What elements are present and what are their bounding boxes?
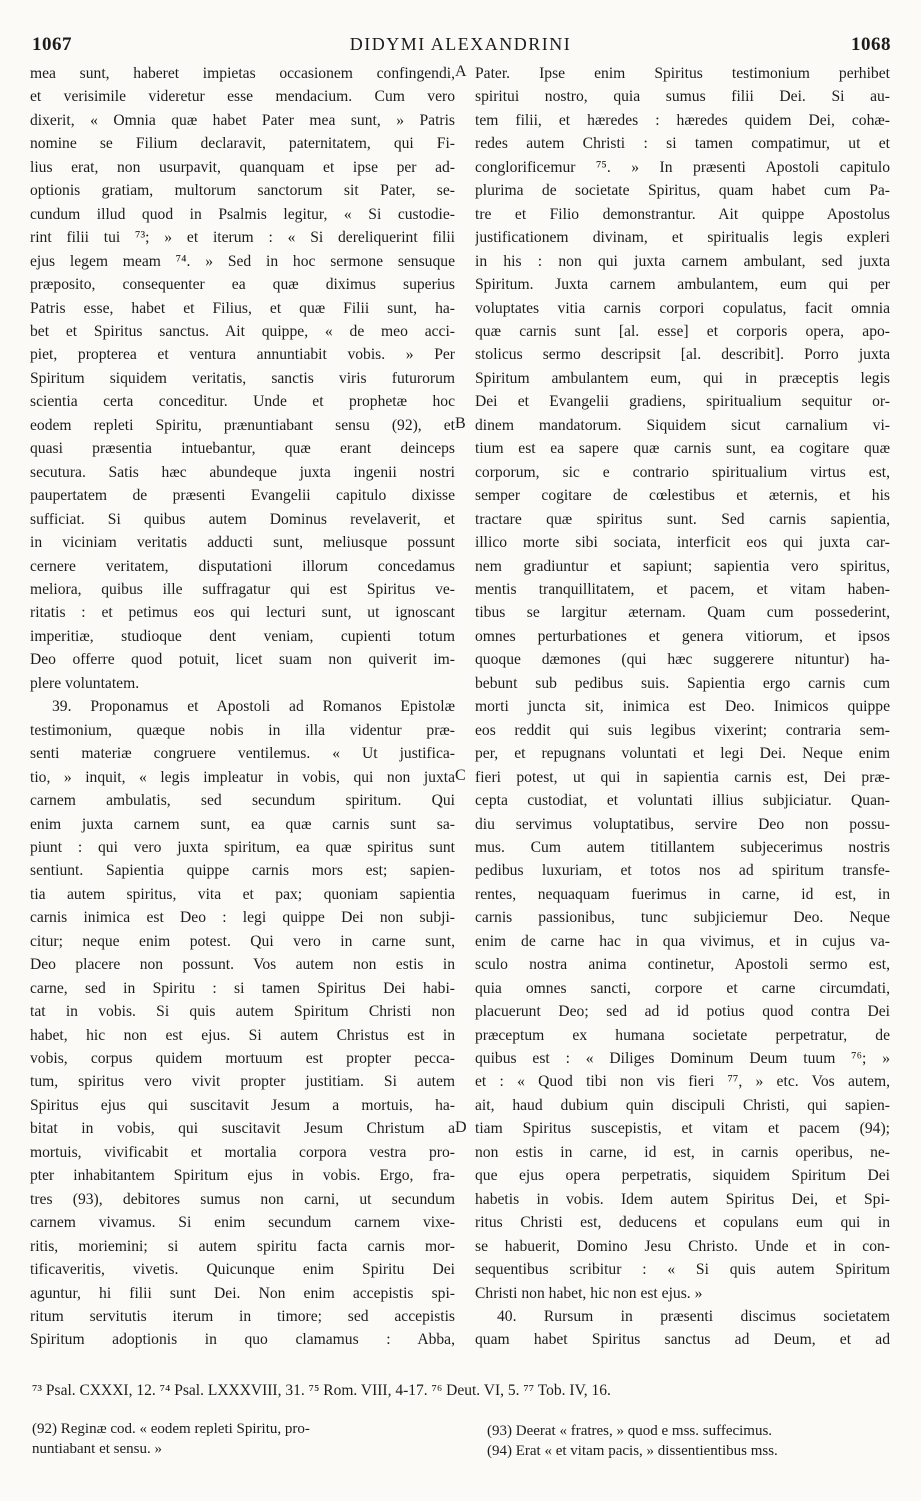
page-number-right: 1068 — [851, 34, 891, 55]
running-title: DIDYMI ALEXANDRINI — [349, 34, 572, 54]
text-line: diu servimus voluptatibus, servire Deo non possu- — [475, 815, 890, 833]
text-line: carnem ambulatis, sed secundum spiritum. Qui — [30, 792, 455, 810]
text-line: justificationem divinam, et spiritualis legis expleri — [475, 229, 890, 247]
text-line: et : « Quod tibi non vis fieri ⁷⁷, » etc. Vos autem, — [475, 1073, 890, 1091]
text-line: quasi præsentia intuebantur, quæ erant deinceps — [30, 440, 455, 458]
text-line: redes autem Christi : si tamen compatimur, ut et — [475, 135, 890, 153]
margin-marker-a: A — [455, 63, 467, 80]
text-line: quoque dæmones (qui hæc suggerere nituntur) ha- — [475, 651, 890, 669]
text-line: morti juncta sit, inimica est Deo. Inimicos quippe — [475, 698, 890, 716]
text-line: plurima de societate Spiritus, quam habet cum Pa- — [475, 182, 890, 200]
text-line: 39. Proponamus et Apostoli ad Romanos Epistolæ — [52, 698, 455, 716]
scripture-references: ⁷³ Psal. CXXXI, 12. ⁷⁴ Psal. LXXXVIII, 31. ⁷⁵ Rom. VIII, 4-17. ⁷⁶ Deut. VI, 5. ⁷⁷ Tob. IV, 16. — [32, 1382, 611, 1399]
text-line: tractare quæ spiritus sunt. Sed carnis sapientia, — [475, 510, 890, 528]
text-line: citur; neque enim potest. Qui vero in carne sunt, — [30, 932, 455, 950]
text-line: aguntur, hi filii sunt Dei. Non enim accepistis spi- — [30, 1284, 455, 1302]
text-line: cepta custodiat, et voluntati illius subjiciatur. Quan- — [475, 792, 890, 810]
text-line: lius erat, non usurpavit, quanquam et ipse per ad- — [30, 158, 455, 176]
text-line: illico morte sibi sociata, interficit eos qui juxta car- — [475, 534, 890, 552]
text-line: eodem repleti Spiritu, prænuntiabant sensu (92), et — [30, 416, 455, 434]
text-line: ritis, moriemini; si autem spiritu facta carnis mor- — [30, 1237, 455, 1255]
text-line: enim juxta carnem sunt, ea quæ carnis sunt sa- — [30, 815, 455, 833]
margin-marker-d: D — [455, 1119, 467, 1136]
text-line: tum, spiritus vero vivit propter justitiam. Si autem — [30, 1073, 455, 1091]
text-line: Spiritum adoptionis in quo clamamus : Abba, — [30, 1331, 455, 1349]
text-line: tat in vobis. Si quis autem Spiritum Christi non — [30, 1003, 455, 1021]
text-line: bitat in vobis, qui suscitavit Jesum Christum a — [30, 1120, 455, 1138]
text-line: tio, » inquit, « legis impleatur in vobis, qui non juxta — [30, 768, 455, 786]
text-line: plere voluntatem. — [30, 674, 140, 692]
text-line: cernere veritatem, disputationi illorum concedamus — [30, 557, 455, 575]
text-line: 40. Rursum in præsenti discimus societatem — [497, 1308, 890, 1326]
text-line: imperitiæ, studioque dent veniam, cupienti totum — [30, 627, 455, 645]
text-line: vobis, corpus quidem mortuum est propter pecca- — [30, 1050, 455, 1068]
text-line: Spiritum ambulantem eum, qui in præceptis legis — [475, 369, 890, 387]
text-line: placuerunt Deo; sed ad id potius quod contra Dei — [475, 1003, 890, 1021]
text-line: bet et Spiritus sanctus. Ait quippe, « de meo acci- — [30, 322, 455, 340]
text-line: nomine se Filium declaravit, paternitatem, qui Fi- — [30, 135, 455, 153]
text-line: ait, haud dubium quin discipuli Christi, qui sapien- — [475, 1096, 890, 1114]
footnote-line: nuntiabant et sensu. » — [32, 1441, 162, 1457]
text-line: mus. Cum autem titillantem subjecerimus nostris — [475, 838, 890, 856]
text-line: nem gradiuntur et sapiunt; sapientia vero spiritus, — [475, 557, 890, 575]
text-line: quam habet Spiritus sanctus ad Deum, et ad — [475, 1331, 890, 1349]
text-line: carne, sed in Spiritu : si tamen Spiritus Dei habi- — [30, 979, 455, 997]
text-line: carnis inimica est Deo : legi quippe Dei non subji- — [30, 909, 455, 927]
text-line: habetis in vobis. Idem autem Spiritus Dei, et Spi- — [475, 1190, 890, 1208]
margin-marker-c: C — [455, 767, 466, 784]
text-line: tres (93), debitores sumus non carni, ut secundum — [30, 1190, 455, 1208]
text-line: conglorificemur ⁷⁵. » In præsenti Apostoli capitulo — [475, 158, 890, 176]
text-line: ritus Christi est, deducens et copulans eum qui in — [475, 1214, 890, 1232]
text-line: præceptum ex humana societate perpetratur, de — [475, 1026, 890, 1044]
text-line: bebunt sub pedibus suis. Sapientia ergo carnis cum — [475, 674, 890, 692]
footnote-line: (92) Reginæ cod. « eodem repleti Spiritu, pro- — [32, 1421, 310, 1437]
text-line: semper cogitare de cœlestibus et æternis, et his — [475, 487, 890, 505]
text-line: corporum, sic e contrario spiritualium virtus est, — [475, 463, 890, 481]
text-line: eos reddit qui suis legibus vixerint; contraria sem- — [475, 721, 890, 739]
page-number-left: 1067 — [32, 34, 72, 55]
text-line: piunt : qui vero juxta spiritum, ea quæ spiritus sunt — [30, 838, 455, 856]
text-line: non estis in carne, id est, in carnis operibus, ne- — [475, 1143, 890, 1161]
text-line: tre et Filio demonstrantur. Ait quippe Apostolus — [475, 205, 890, 223]
text-line: Spiritum siquidem veritatis, sanctis viris futurorum — [30, 369, 455, 387]
text-line: que ejus opera perpetratis, siquidem Spiritum Dei — [475, 1167, 890, 1185]
text-line: quibus est : « Diliges Dominum Deum tuum ⁷⁶; » — [475, 1050, 890, 1068]
text-line: per, et repugnans voluntati et legi Dei. Neque enim — [475, 745, 890, 763]
text-line: spiritui nostro, quia sumus filii Dei. Si au- — [475, 88, 890, 106]
text-line: mea sunt, haberet impietas occasionem confingendi, — [30, 65, 455, 82]
right-column — [475, 62, 890, 1352]
text-line: Spiritus ejus qui suscitavit Jesum a mortuis, ha- — [30, 1096, 455, 1114]
text-line: Patris esse, habet et Filius, et quæ Filii sunt, ha- — [30, 299, 455, 317]
text-line: Dei et Evangelii gradiens, spiritualium sequitur or- — [475, 393, 890, 411]
text-line: scientia certa conceditur. Unde et prophetæ hoc — [30, 393, 455, 411]
text-line: meliora, quibus ille suffragatur qui est Spiritus ve- — [30, 580, 455, 598]
text-line: se habuerit, Domino Jesu Christo. Unde et in con- — [475, 1237, 890, 1255]
text-line: sculo nostra anima continetur, Apostoli sermo est, — [475, 956, 890, 974]
text-line: tem filii, et hæredes : hæredes quidem Dei, cohæ- — [475, 111, 890, 129]
text-line: carnis passionibus, tunc subjiciemur Deo. Neque — [475, 909, 890, 927]
text-line: cundum illud quod in Psalmis legitur, « Si custodie- — [30, 205, 455, 223]
text-line: sentiunt. Sapientia quippe carnis mors est; sapien- — [30, 862, 455, 880]
text-line: mentis tranquillitatem, et pacem, et vitam haben- — [475, 580, 890, 598]
text-line: ritum servitutis iterum in timore; sed accepistis — [30, 1308, 455, 1326]
text-line: voluptates vitia carnis corpori copulatus, facit omnia — [475, 299, 890, 317]
text-line: mortuis, vivificabit et mortalia corpora vestra pro- — [30, 1143, 455, 1161]
text-line: senti materiæ congruere ventilemus. « Ut justifica- — [30, 745, 455, 763]
text-line: quia omnes sancti, corpore et carne circumdati, — [475, 979, 890, 997]
text-line: stolicus sermo descripsit [al. describit]. Porro juxta — [475, 346, 890, 364]
text-line: enim de carne hac in qua vivimus, et in cujus va- — [475, 932, 890, 950]
text-line: fieri potest, ut qui in sapientia carnis est, Dei præ- — [475, 768, 890, 786]
text-line: testimonium, quæque nobis in illa videntur præ- — [30, 721, 455, 739]
text-line: paupertatem de præsenti Evangelii capitulo dixisse — [30, 487, 455, 505]
text-line: rentes, nequaquam fuerimus in carne, id est, in — [475, 885, 890, 903]
text-line: in viciniam veritatis adducti sunt, meliusque possunt — [30, 534, 455, 552]
text-line: rint filii tui ⁷³; » et iterum : « Si dereliquerint filii — [30, 229, 455, 247]
text-line: tibus se largitur æternam. Quam cum possederint, — [475, 604, 890, 622]
text-line: tia autem spiritus, vita et pax; quoniam sapientia — [30, 885, 455, 903]
text-line: omnes perturbationes et genera vitiorum, et ipsos — [475, 627, 890, 645]
footnotes-right — [487, 1421, 897, 1461]
text-line: ritatis : et petimus eos qui lecturi sunt, ut ignoscant — [30, 604, 455, 622]
text-line: carnem vivamus. Si enim secundum carnem vixe- — [30, 1214, 455, 1232]
text-line: et verisimile videretur esse mendacium. Cum vero — [30, 88, 455, 106]
text-line: Christi non habet, hic non est ejus. » — [475, 1284, 703, 1302]
text-line: dinem mandatorum. Siquidem sicut carnalium vi- — [475, 416, 890, 434]
text-line: tiam Spiritus suscepistis, et vitam et pacem (94); — [475, 1120, 890, 1138]
text-line: Deo placere non possunt. Vos autem non estis in — [30, 956, 455, 974]
text-line: quæ carnis sunt [al. esse] et corporis opera, apo- — [475, 322, 890, 340]
left-column — [30, 62, 455, 1352]
text-line: præposito, consequenter ea quæ diximus superius — [30, 276, 455, 294]
text-line: sufficiat. Si quibus autem Dominus revelaverit, et — [30, 510, 455, 528]
text-line: tificaveritis, vivetis. Quicunque enim Spiritu Dei — [30, 1261, 455, 1279]
margin-marker-b: B — [455, 415, 466, 432]
footnote-line: (93) Deerat « fratres, » quod e mss. suffecimus. — [487, 1423, 773, 1439]
text-line: sequentibus scribitur : « Si quis autem Spiritum — [475, 1261, 890, 1279]
text-line: pedibus luxuriam, et totos nos ad spiritum transfe- — [475, 862, 890, 880]
footnotes-left — [32, 1419, 452, 1459]
text-line: Deo offerre quod potuit, licet suam non quiverit im- — [30, 651, 455, 669]
text-line: in his : non qui juxta carnem ambulant, sed juxta — [475, 252, 890, 270]
text-line: secutura. Satis hæc abundeque juxta ingenii nostri — [30, 463, 455, 481]
text-line: Pater. Ipse enim Spiritus testimonium perhibet — [475, 65, 890, 82]
text-line: pter inhabitantem Spiritum ejus in vobis. Ergo, fra- — [30, 1167, 455, 1185]
text-line: tium est ea sapere quæ carnis sunt, ea cogitare quæ — [475, 440, 890, 458]
text-line: habet, hic non est ejus. Si autem Christus est in — [30, 1026, 455, 1044]
page-header — [0, 34, 921, 58]
text-line: piet, propterea et ventura annuntiabit vobis. » Per — [30, 346, 455, 364]
text-line: dixerit, « Omnia quæ habet Pater mea sunt, » Patris — [30, 111, 455, 129]
text-line: ejus legem meam ⁷⁴. » Sed in hoc sermone sensuque — [30, 252, 455, 270]
footnote-line: (94) Erat « et vitam pacis, » dissentientibus mss. — [487, 1443, 778, 1459]
text-line: Spiritum. Juxta carnem ambulantem, eum qui per — [475, 276, 890, 294]
text-line: optionis gratiam, multorum sanctorum sit Pater, se- — [30, 182, 455, 200]
